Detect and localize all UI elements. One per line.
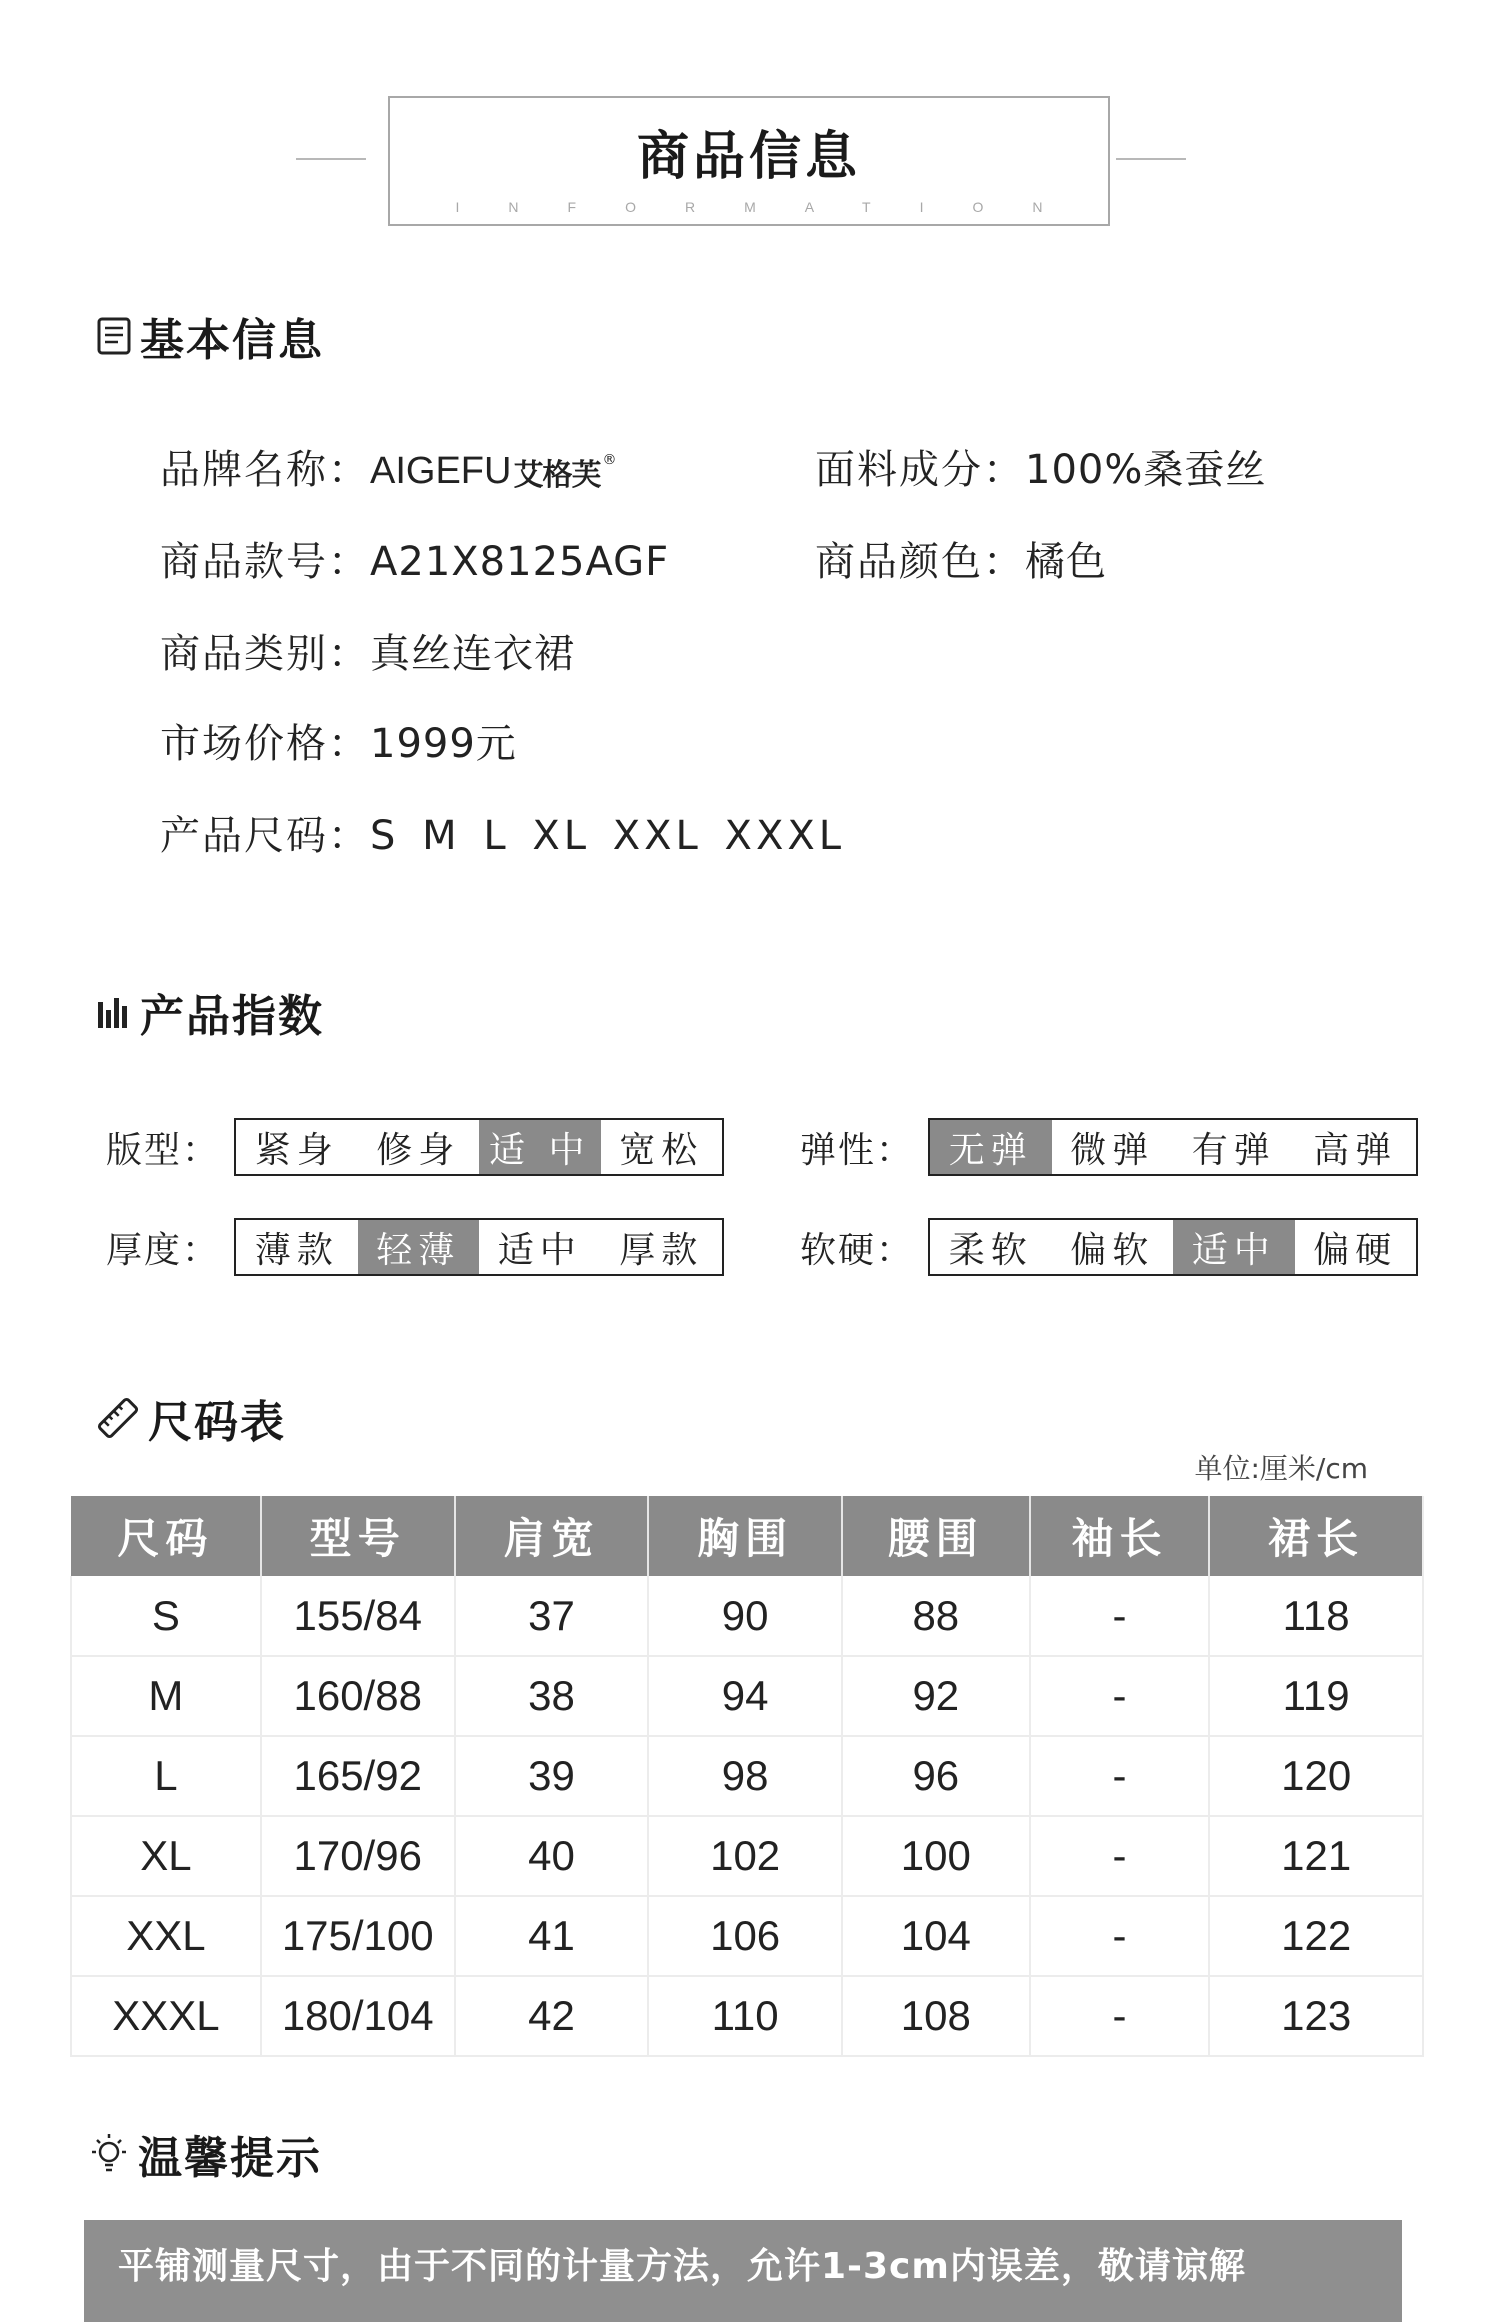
column-header: 肩宽 xyxy=(455,1496,649,1576)
table-cell: - xyxy=(1030,1656,1210,1736)
table-cell: - xyxy=(1030,1816,1210,1896)
table-cell: - xyxy=(1030,1976,1210,2056)
scale-thickness-label: 厚度： xyxy=(106,1229,221,1271)
table-row xyxy=(71,1656,1423,1736)
column-header: 裙长 xyxy=(1209,1496,1423,1576)
brand-logo-latin: AIGEFU xyxy=(370,450,512,492)
info-color xyxy=(815,530,1107,587)
scale-elasticity-option: 有弹 xyxy=(1191,1129,1276,1171)
info-price-label: 市场价格： xyxy=(160,721,370,767)
info-fabric-value: 100%桑蚕丝 xyxy=(1025,447,1267,493)
column-header: 胸围 xyxy=(648,1496,842,1576)
table-cell: 42 xyxy=(455,1976,649,2056)
tips-text: 平铺测量尺寸，由于不同的计量方法，允许1-3cm内误差，敬请谅解 xyxy=(118,2246,1246,2287)
section-tips xyxy=(88,2122,322,2186)
table-cell: 100 xyxy=(842,1816,1030,1896)
ruler-icon xyxy=(96,1396,140,1440)
scale-fit-option-selected: 适 中 xyxy=(479,1120,601,1174)
info-fabric-label: 面料成分： xyxy=(815,447,1025,493)
header-box xyxy=(388,96,1110,226)
table-cell: 96 xyxy=(842,1736,1030,1816)
bar-chart-icon xyxy=(96,994,132,1030)
tips-box xyxy=(84,2220,1402,2322)
section-size-table xyxy=(96,1386,286,1450)
scale-fit-options xyxy=(234,1118,724,1176)
scale-elasticity-option: 微弹 xyxy=(1070,1129,1155,1171)
scale-fit-label: 版型： xyxy=(106,1129,221,1171)
size-table-header xyxy=(71,1496,1423,1576)
info-brand xyxy=(160,438,616,495)
scale-thickness-option: 适中 xyxy=(497,1229,582,1271)
document-icon xyxy=(96,316,132,356)
scale-thickness-options xyxy=(234,1218,724,1276)
info-brand-label: 品牌名称： xyxy=(160,447,370,493)
info-model xyxy=(160,530,669,587)
table-cell: XL xyxy=(71,1816,261,1896)
scale-fit-option: 修身 xyxy=(376,1129,461,1171)
table-cell: 37 xyxy=(455,1576,649,1656)
table-cell: 108 xyxy=(842,1976,1030,2056)
size-table-unit: 单位:厘米/cm xyxy=(1194,1452,1368,1485)
header-right-rule xyxy=(1116,158,1186,160)
table-cell: 88 xyxy=(842,1576,1030,1656)
table-cell: - xyxy=(1030,1576,1210,1656)
section-product-index xyxy=(96,980,324,1044)
info-fabric xyxy=(815,438,1266,495)
table-cell: 119 xyxy=(1209,1656,1423,1736)
scale-elasticity-label: 弹性： xyxy=(800,1129,915,1171)
column-header: 尺码 xyxy=(71,1496,261,1576)
table-cell: 175/100 xyxy=(261,1896,455,1976)
brand-logo xyxy=(370,450,616,494)
table-cell: 160/88 xyxy=(261,1656,455,1736)
header-left-rule xyxy=(296,158,366,160)
size-table xyxy=(70,1496,1424,2057)
table-cell: M xyxy=(71,1656,261,1736)
table-cell: 165/92 xyxy=(261,1736,455,1816)
section-tips-title: 温馨提示 xyxy=(138,2133,322,2184)
table-row xyxy=(71,1896,1423,1976)
scale-thickness-option: 厚款 xyxy=(619,1229,704,1271)
table-cell: 38 xyxy=(455,1656,649,1736)
table-cell: 98 xyxy=(648,1736,842,1816)
table-cell: 121 xyxy=(1209,1816,1423,1896)
section-size-table-title: 尺码表 xyxy=(148,1397,286,1448)
table-cell: S xyxy=(71,1576,261,1656)
info-sizes xyxy=(160,804,845,861)
table-cell: 118 xyxy=(1209,1576,1423,1656)
lightbulb-icon xyxy=(88,2132,130,2176)
table-cell: XXXL xyxy=(71,1976,261,2056)
scale-elasticity xyxy=(800,1118,1418,1176)
column-header: 袖长 xyxy=(1030,1496,1210,1576)
scale-softness xyxy=(800,1218,1418,1276)
table-cell: 122 xyxy=(1209,1896,1423,1976)
table-cell: 94 xyxy=(648,1656,842,1736)
info-model-label: 商品款号： xyxy=(160,539,370,585)
table-cell: 180/104 xyxy=(261,1976,455,2056)
scale-softness-option: 柔软 xyxy=(948,1229,1033,1271)
table-cell: XXL xyxy=(71,1896,261,1976)
table-cell: 123 xyxy=(1209,1976,1423,2056)
scale-fit-option: 紧身 xyxy=(254,1129,339,1171)
section-basic-info-title: 基本信息 xyxy=(140,315,324,366)
scale-elasticity-option: 高弹 xyxy=(1313,1129,1398,1171)
section-basic-info xyxy=(96,304,324,368)
info-price-value: 1999元 xyxy=(370,721,517,767)
table-cell: 102 xyxy=(648,1816,842,1896)
table-cell: 106 xyxy=(648,1896,842,1976)
scale-thickness-option-selected: 轻薄 xyxy=(358,1220,480,1274)
table-cell: 41 xyxy=(455,1896,649,1976)
table-row xyxy=(71,1976,1423,2056)
table-cell: 155/84 xyxy=(261,1576,455,1656)
table-cell: L xyxy=(71,1736,261,1816)
table-cell: 90 xyxy=(648,1576,842,1656)
scale-elasticity-options xyxy=(928,1118,1418,1176)
scale-softness-label: 软硬： xyxy=(800,1229,915,1271)
scale-elasticity-option-selected: 无弹 xyxy=(930,1120,1052,1174)
info-model-value: A21X8125AGF xyxy=(370,539,670,585)
scale-thickness-option: 薄款 xyxy=(254,1229,339,1271)
table-cell: 170/96 xyxy=(261,1816,455,1896)
info-color-label: 商品颜色： xyxy=(815,539,1025,585)
scale-softness-option-selected: 适中 xyxy=(1173,1220,1295,1274)
page-subtitle: INFORMATION xyxy=(455,199,1092,215)
scale-fit-option: 宽松 xyxy=(619,1129,704,1171)
scale-softness-options xyxy=(928,1218,1418,1276)
info-sizes-label: 产品尺码： xyxy=(160,813,370,859)
brand-logo-reg: ® xyxy=(602,452,617,468)
section-product-index-title: 产品指数 xyxy=(140,991,324,1042)
table-cell: 120 xyxy=(1209,1736,1423,1816)
info-sizes-value: S M L XL XXL XXXL xyxy=(370,813,846,859)
info-category-value: 真丝连衣裙 xyxy=(370,631,575,677)
info-category xyxy=(160,622,575,679)
table-row xyxy=(71,1576,1423,1656)
scale-thickness xyxy=(106,1218,724,1276)
page-title: 商品信息 xyxy=(636,127,861,187)
info-price xyxy=(160,712,517,769)
info-color-value: 橘色 xyxy=(1025,539,1107,585)
brand-logo-cn: 艾格芙 xyxy=(513,458,601,493)
table-cell: 40 xyxy=(455,1816,649,1896)
table-cell: 110 xyxy=(648,1976,842,2056)
scale-fit xyxy=(106,1118,724,1176)
scale-softness-option: 偏硬 xyxy=(1313,1229,1398,1271)
table-cell: 104 xyxy=(842,1896,1030,1976)
table-cell: 92 xyxy=(842,1656,1030,1736)
table-row xyxy=(71,1736,1423,1816)
info-category-label: 商品类别： xyxy=(160,631,370,677)
table-cell: 39 xyxy=(455,1736,649,1816)
table-cell: - xyxy=(1030,1736,1210,1816)
table-row xyxy=(71,1816,1423,1896)
scale-softness-option: 偏软 xyxy=(1070,1229,1155,1271)
column-header: 型号 xyxy=(261,1496,455,1576)
table-cell: - xyxy=(1030,1896,1210,1976)
column-header: 腰围 xyxy=(842,1496,1030,1576)
